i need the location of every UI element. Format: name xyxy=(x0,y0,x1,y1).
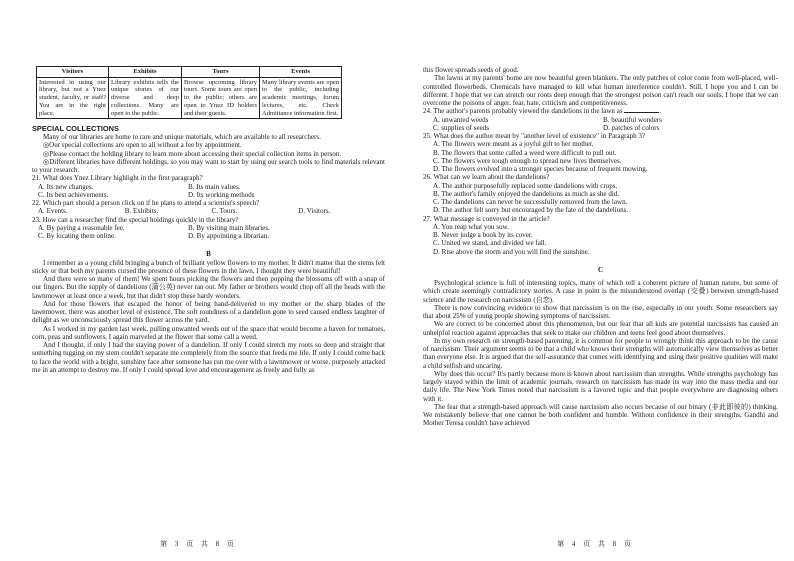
options-row xyxy=(32,224,385,232)
table-cell-visitors: Interested in using our library, but not a Ynez student, faculty, or staff? You are in the right place. xyxy=(37,77,109,119)
option-c: C. By locating them online. xyxy=(38,232,116,241)
option-d: D. Visitors. xyxy=(298,207,331,216)
options-row xyxy=(423,116,778,124)
table-header-exhibits: Exhibits xyxy=(109,67,182,78)
option-b: B. Its main values. xyxy=(188,182,241,191)
options-row xyxy=(32,191,385,199)
passage-b-paragraph: I remember as a young child bringing a bunch of brilliant yellow flowers to my mother. It didn't matter that the stems felt sticky or that both my parents cursed the presence of these flowers in the lawn, I thought they were beautiful! xyxy=(32,258,385,275)
option-d: D. The flowers evolved into a stronger species because of frequent mowing. xyxy=(433,165,648,173)
option-c: C. Its best achievements. xyxy=(38,190,109,199)
table-header-tours: Tours xyxy=(182,67,260,78)
option-b: B. beautiful wonders xyxy=(603,115,662,124)
special-paragraph: Many of our libraries are home to rare and unique materials, which are available to all researchers. xyxy=(43,133,321,142)
passage-c-paragraph: Psychological science is full of interesting topics, many of which tell a coherent picture of human nature, but some of which create seemingly contradictory stories. A case in point is the misunderstood overlap (交叠) between strength-based science and the research on narcissism (自恋). xyxy=(423,279,778,304)
question-21 xyxy=(32,174,385,199)
option-a: A. Its new changes. xyxy=(38,182,94,191)
question-stem: 23. How can a researcher find the special holdings quickly in the library? xyxy=(32,215,239,224)
option-a: A. By paying a reasonable fee. xyxy=(38,223,125,232)
option-c: C. The dandelions can never be successfully removed from the lawn. xyxy=(433,198,628,206)
table-cell-tours: Browse upcoming library tours. Some tours are open to the public; others are open to Ynez ID holders and their guests. xyxy=(182,77,260,119)
question-stem: 24. The author's parents probably viewed the dandelions in the lawn as . xyxy=(423,107,662,116)
question-stem: 25. What does the author mean by "another level of existence" in Paragraph 3? xyxy=(423,132,646,140)
option-d: D. Its working methods xyxy=(188,190,255,199)
option-c: C. supplies of seeds xyxy=(433,123,489,132)
option-c: C. The flowers were tough enough to spread new lives themselves. xyxy=(433,156,622,165)
special-collections-heading: SPECIAL COLLECTIONS xyxy=(32,124,119,134)
page-footer-right: 第 4 页 共 8 页 xyxy=(557,540,634,548)
special-paragraph: ◎Different libraries have different holdings, so you may want to start by using our search tools to find materials relevant to your research. xyxy=(32,157,385,175)
question-stem: 21. What does Ynez Library highlight in the first paragraph? xyxy=(32,174,203,183)
passage-b-paragraph: The lawns at my parents' home are now beautiful green blankets. The only patches of color come from well-placed, well-controlled flowerbeds. Chemicals have managed to kill what human interference couldn't. Still, I hope you and I can be different. I hope that we can stretch our roots deep enough that the strongest poison can't reach our souls. I hope that we can overcome the poisons of anger, fear, hate, criticism and competitiveness. xyxy=(423,74,778,107)
passage-c-paragraph: In my own research on strength-based parenting, it is common for people to wrongly think this approach to be the cause of narcissism. Their argument seems to be that a child who knows their strengths will automatically view themselves as better than everyone else. It is argued that the self-assurance that comes with identifying and using their positive qualities will make a child selfish and uncaring. xyxy=(423,336,778,370)
passage-b-paragraph: And there were so many of them! We spent hours picking the flowers and then popping the blossoms off with a snap of our fingers. But the supply of dandelions (蒲公英) never ran out. My father or brothers would chop off all the heads with the lawnmower at least once a week, but that didn't stop these hardy wonders. xyxy=(32,275,385,300)
option-b: B. The flowers that some called a weed were difficult to pull out. xyxy=(433,148,617,157)
option-a: A. Events. xyxy=(38,207,68,216)
table-header-events: Events xyxy=(260,67,342,78)
option-d: D. The author felt sorry but encouraged by the fate of the dandelions. xyxy=(433,206,629,215)
option-a: A. The author purposefully replaced some dandelions with crops. xyxy=(433,181,618,190)
passage-c-paragraph: The fear that a strength-based approach will cause narcissism also occurs because of our binary (非此即彼的) thinking. We mistakenly believe that one cannot be both confident and humble. Without confidence in their strengths, Gandhi and Mother Teresa couldn't have achieved xyxy=(423,402,778,428)
question-stem: 22. Which part should a person click on if he plans to attend a scientist's speech? xyxy=(32,199,260,208)
question-22 xyxy=(32,199,385,216)
section-b-letter: B xyxy=(206,250,211,259)
passage-b-paragraph: And I thought, if only I had the staying power of a dandelion. If only I could stretch my roots so deep and straight that something tugging on my stem couldn't separate me completely from the source that feeds me life. If only I could come back to face the world with a bright, sunshiny face after someone has run me over with a lawnmower or worse, purposely attacked me in an attempt to destroy me. If only I could spread love and encouragement as freely and fully as xyxy=(32,341,385,374)
question-stem: 27. What message is conveyed in the article? xyxy=(423,214,550,223)
page-right xyxy=(397,0,794,561)
question-27 xyxy=(423,215,778,256)
passage-b-paragraph: And for those flowers that escaped the honor of being hand-delivered to my mother or the sharp blades of the lawnmower, there was another level of existence. The soft roundness of a dandelion gone to seed caused endless laughter of delight as we unconsciously spread this flower across the yard. xyxy=(32,299,385,325)
special-paragraph: ◎Please contact the holding library to learn more about accessing their special collection items in person. xyxy=(43,149,342,158)
passage-c-paragraph: We are correct to be concerned about this phenomenon, but our fear that all kids are potential narcissists has caused an unhelpful reaction against approaches that seek to make our children and teens feel good about themselves. xyxy=(423,320,778,337)
option-b: B. Never judge a book by its cover. xyxy=(433,231,533,239)
table-cell-events: Many library events are open to the public, including academic meetings, forum lectures, etc. Check Admittance information first. xyxy=(260,77,342,119)
passage-c-paragraph: Why does this occur? It's partly because more is known about narcissism than strengths. While strengths psychology has largely stayed within the limit of academic journals, research on narcissism has made its way into the mass media and our daily life. The New York Times noted that narcissism is a favored topic and that people everywhere are diagnosing others with it. xyxy=(423,369,778,403)
special-paragraph: ◎Our special collections are open to all without a fee by appointment. xyxy=(43,141,242,150)
options-row xyxy=(32,183,385,191)
page-footer-left: 第 3 页 共 8 页 xyxy=(160,540,237,548)
option-c: C. United we stand, and divided we fall. xyxy=(433,239,547,248)
option-b: B. By visiting main libraries. xyxy=(188,223,270,232)
passage-b-paragraph: As I worked in my garden last week, pulling unwanted weeds out of the space that would become a haven for tomatoes, corn, peas and sunflowers, I again marveled at the flower that some call a weed. xyxy=(32,324,385,341)
passage-c-paragraph: There is now convincing evidence to show that narcissism is on the rise, especially in our youth. Some researchers say that about 25% of young people showing symptoms of narcissism. xyxy=(423,303,778,320)
question-26 xyxy=(423,173,778,214)
question-24 xyxy=(423,107,778,132)
option-d: D. By appointing a librarian. xyxy=(188,232,270,241)
options-row xyxy=(423,124,778,132)
options-row xyxy=(32,232,385,240)
library-info-table xyxy=(36,66,342,119)
question-25 xyxy=(423,132,778,173)
option-a: A. unwanted weeds xyxy=(433,115,489,124)
question-23 xyxy=(32,216,385,241)
answer-blank xyxy=(624,112,659,113)
option-b: B. The author's family enjoyed the dandelions as much as she did. xyxy=(433,189,620,198)
question-stem: 26. What can we learn about the dandelions? xyxy=(423,173,550,182)
table-cell-exhibits: Library exhibits tells the unique stories of our diverse and deep collections. Many are open to the public. xyxy=(109,77,182,119)
option-a: A. The flowers were meant as a joyful gift to her mother. xyxy=(433,140,594,149)
options-row xyxy=(32,207,385,215)
option-c: C. Tours. xyxy=(211,207,238,216)
section-c-letter: C xyxy=(597,265,604,274)
passage-b-continuation: this flower spreads seeds of good. xyxy=(423,66,519,74)
question-stem-text: 24. The author's parents probably viewed the dandelions in the lawn as xyxy=(423,107,623,116)
option-b: B. Exhibits. xyxy=(124,207,159,216)
option-a: A. You reap what you sow. xyxy=(433,222,509,231)
option-d: D. Rise above the storm and you will find the sunshine. xyxy=(433,247,590,256)
table-header-visitors: Visitors xyxy=(37,67,109,78)
option-d: D. patches of colors xyxy=(603,123,660,132)
